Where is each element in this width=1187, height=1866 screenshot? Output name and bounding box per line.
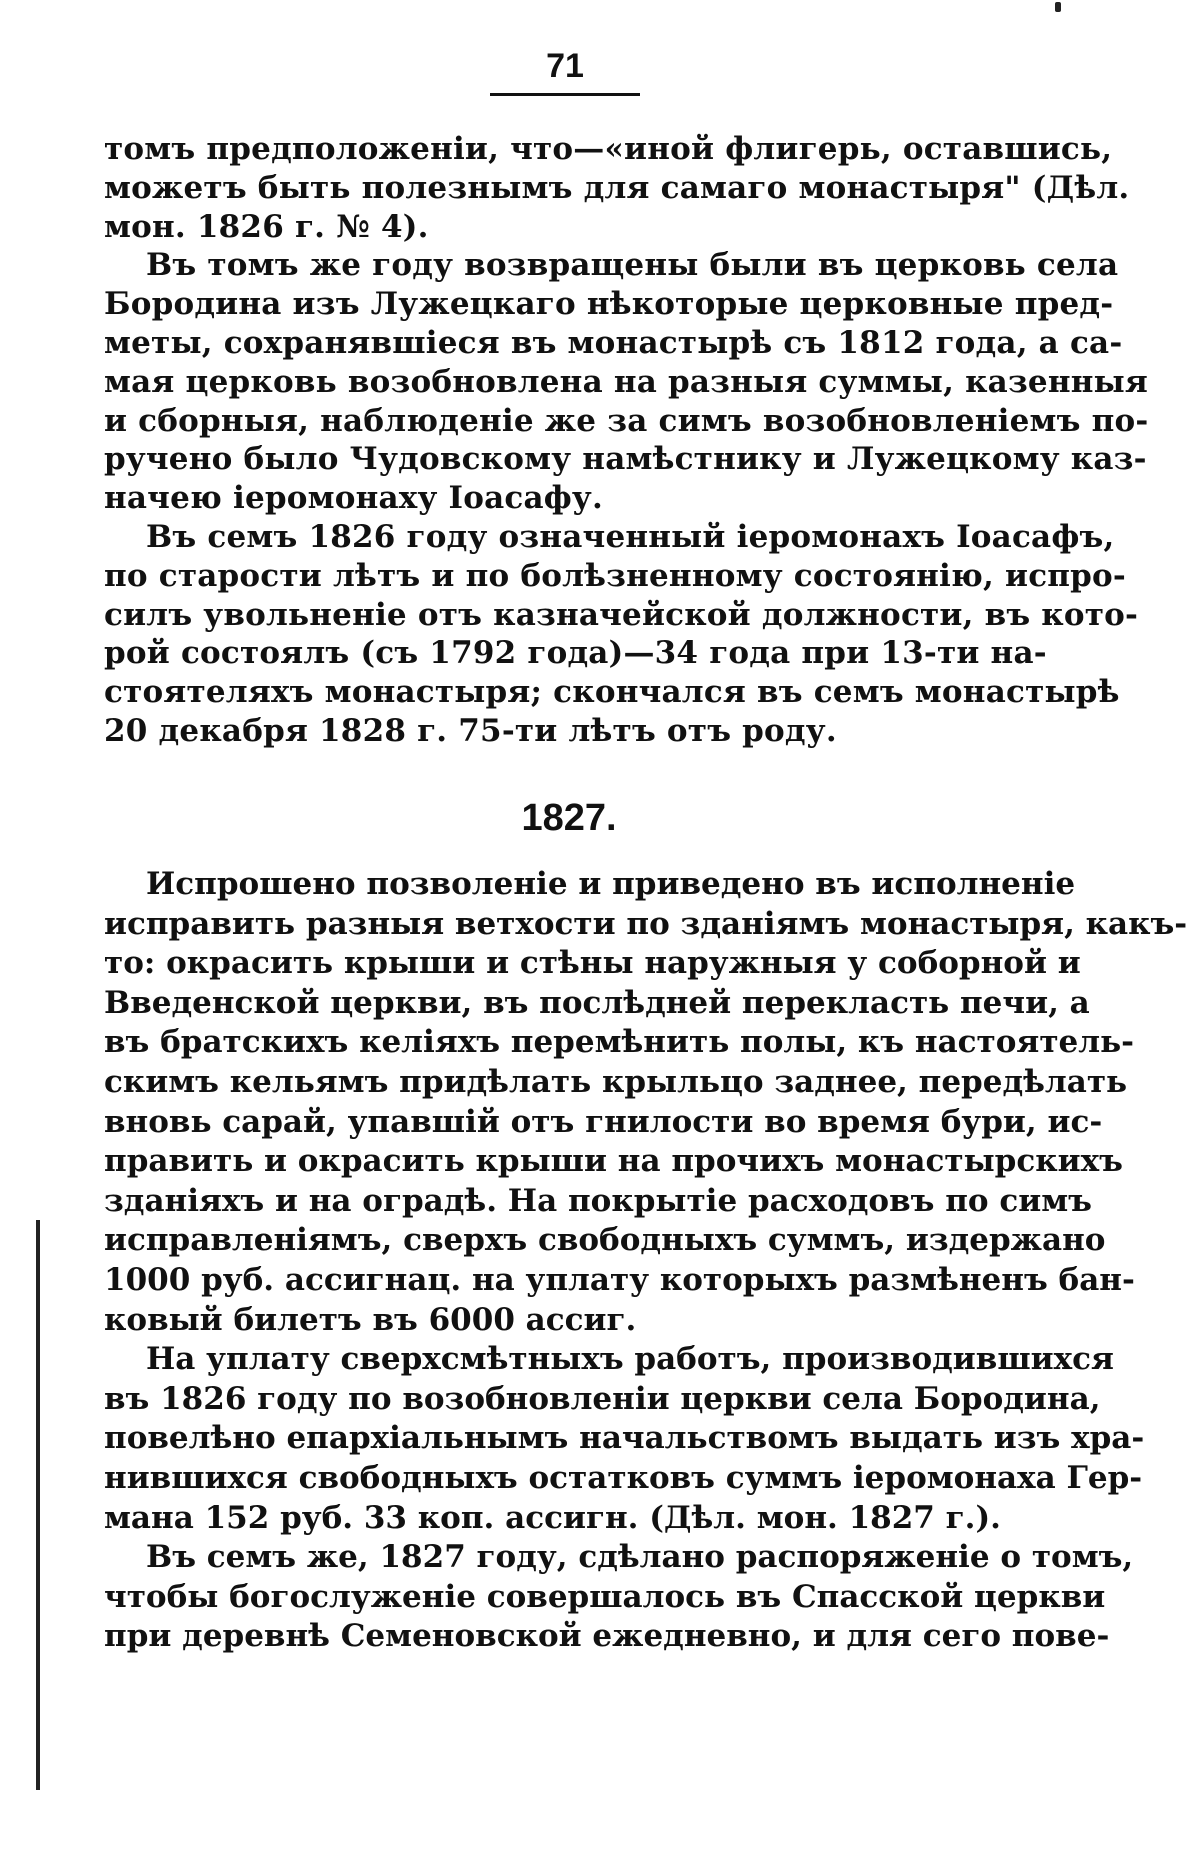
text-line: Испрошено позволеніе и приведено въ исполненіе <box>146 866 1076 902</box>
text-line: ковый билетъ въ 6000 ассиг. <box>104 1301 637 1338</box>
text-line: зданіяхъ и на оградѣ. На покрытіе расходовъ по симъ <box>104 1182 1092 1219</box>
text-line: Въ семъ же, 1827 году, сдѣлано распоряженіе о томъ, <box>146 1539 1134 1576</box>
page-number-rule <box>490 93 640 96</box>
text-line: можетъ быть полезнымъ для самаго монастыря" (Дѣл. <box>104 169 1130 206</box>
text-line: На уплату сверхсмѣтныхъ работъ, производившихся <box>146 1341 1114 1378</box>
text-line: исправленіямъ, сверхъ свободныхъ суммъ, издержано <box>104 1222 1106 1259</box>
text-line: ручено было Чудовскому намѣстнику и Лужецкому каз- <box>104 441 1147 478</box>
text-line: стоятеляхъ монастыря; скончался въ семъ монастырѣ <box>104 674 1120 711</box>
margin-mark <box>1055 2 1061 12</box>
text-line: Въ томъ же году возвращены были въ церковь села <box>146 247 1119 284</box>
text-line: силъ увольненіе отъ казначейской должности, въ кото- <box>104 596 1139 633</box>
text-line: исправить разныя ветхости по зданіямъ монастыря, какъ- <box>104 905 1187 942</box>
text-line: чтобы богослуженіе совершалось въ Спасской церкви <box>104 1578 1106 1615</box>
text-line: Введенской церкви, въ послѣдней перекласть печи, а <box>104 984 1090 1021</box>
text-line: и сборныя, наблюденіе же за симъ возобновленіемъ по- <box>104 402 1149 439</box>
text-line: нившихся свободныхъ остатковъ суммъ іеромонаха Гер- <box>104 1459 1143 1496</box>
text-line: повелѣно епархіальнымъ начальствомъ выдать изъ хра- <box>104 1420 1145 1457</box>
text-line: мон. 1826 г. № 4). <box>104 208 429 245</box>
text-line: 20 декабря 1828 г. 75-ти лѣтъ отъ роду. <box>104 712 837 749</box>
text-line: править и окрасить крыши на прочихъ монастырскихъ <box>104 1143 1123 1180</box>
text-line: Въ семъ 1826 году означенный іеромонахъ Іоасафъ, <box>146 518 1115 555</box>
text-line: при деревнѣ Семеновской ежедневно, и для сего пове- <box>104 1618 1110 1655</box>
text-line: томъ предположеніи, что—«иной флигерь, оставшись, <box>104 131 1113 167</box>
text-line: Бородина изъ Лужецкаго нѣкоторые церковные пред- <box>104 286 1114 323</box>
text-line: мая церковь возобновлена на разныя суммы, казенныя <box>104 363 1149 400</box>
text-line: въ братскихъ келіяхъ перемѣнить полы, къ настоятель- <box>104 1024 1135 1061</box>
text-line: по старости лѣтъ и по болѣзненному состоянію, испро- <box>104 557 1126 594</box>
body-section-1826 <box>104 130 1149 751</box>
text-line: 1000 руб. ассигнац. на уплату которыхъ размѣненъ бан- <box>104 1261 1135 1298</box>
year-heading: 1827. <box>521 797 617 839</box>
text-line: рой состоялъ (съ 1792 года)—34 года при 13-ти на- <box>104 635 1047 672</box>
text-line: мана 152 руб. 33 коп. ассигн. (Дѣл. мон. 1827 г.). <box>104 1499 1001 1536</box>
page-number: 71 <box>546 47 584 85</box>
text-line: вновь сарай, упавшій отъ гнилости во время бури, ис- <box>104 1103 1103 1140</box>
margin-rule <box>36 1220 40 1790</box>
text-line: скимъ кельямъ придѣлать крыльцо заднее, передѣлать <box>104 1063 1128 1100</box>
text-line: меты, сохранявшіеся въ монастырѣ съ 1812 года, а са- <box>104 324 1123 361</box>
text-line: въ 1826 году по возобновленіи церкви села Бородина, <box>104 1380 1101 1417</box>
text-line: то: окрасить крыши и стѣны наружныя у соборной и <box>104 945 1081 982</box>
body-section-1827 <box>104 865 1187 1657</box>
text-line: начею іеромонаху Іоасафу. <box>104 480 603 517</box>
